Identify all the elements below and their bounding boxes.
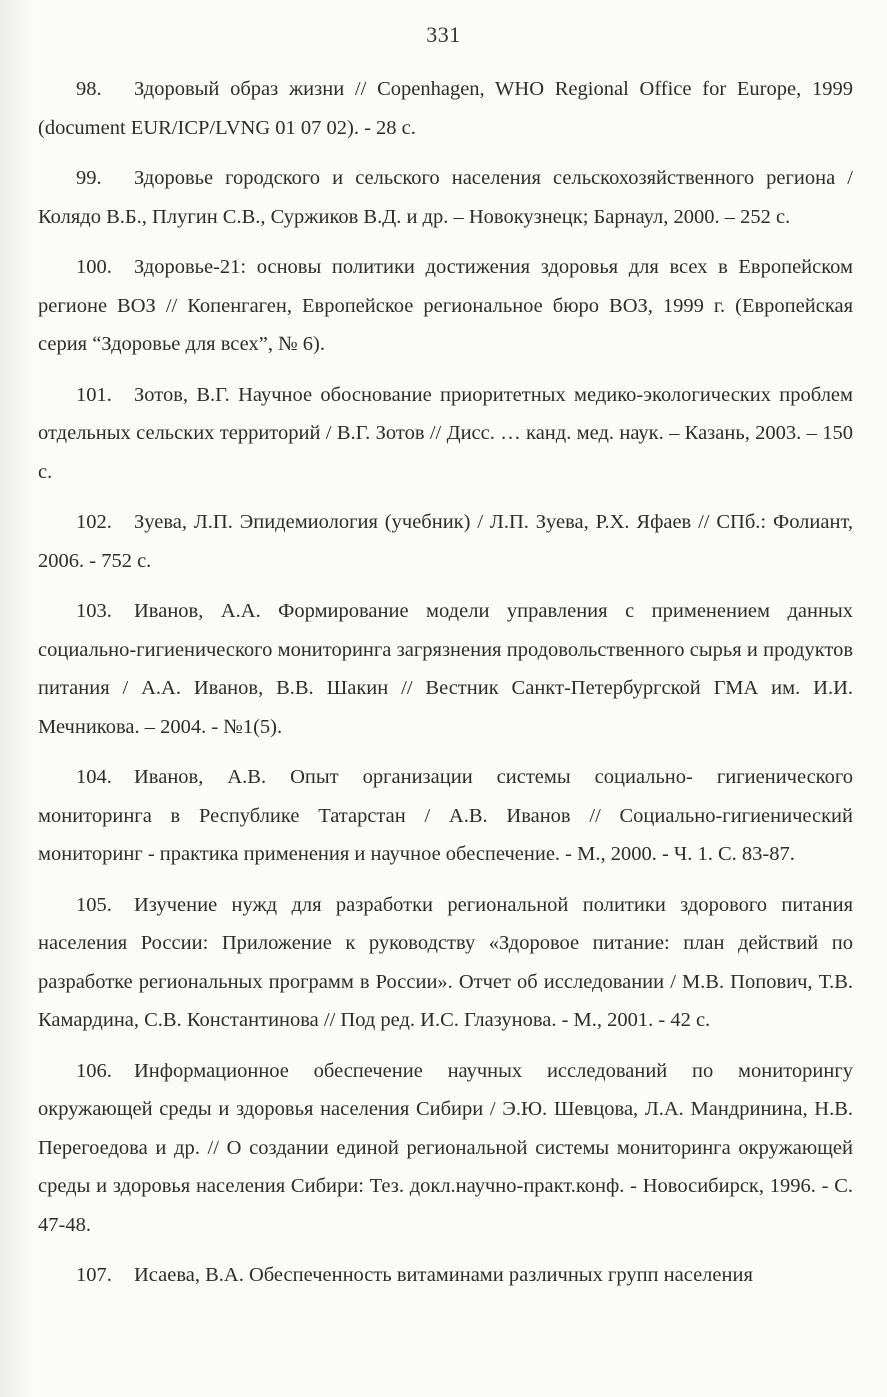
bibliography-entry bbox=[38, 159, 853, 236]
entry-text: Информационное обеспечение научных исследований по мониторингу окружающей среды и здоровья населения Сибири / Э.Ю. Шевцова, Л.А. Мандринина, Н.В. Перегоедова и др. // О создании единой региональной системы мониторинга окружающей среды и здоровья населения Сибири: Тез. докл.научно-практ.конф. - Новосибирск, 1996. - С. 47-48. bbox=[38, 1059, 853, 1236]
entry-text: Здоровье-21: основы политики достижения здоровья для всех в Европейском регионе ВОЗ // Копенгаген, Европейское региональное бюро ВОЗ, 1999 г. (Европейская серия “Здоровье для всех”, № 6). bbox=[38, 256, 853, 355]
bibliography-entry bbox=[38, 1052, 853, 1245]
entry-text: Зотов, В.Г. Научное обоснование приоритетных медико-экологических проблем отдельных сельских территорий / В.Г. Зотов // Дисс. … канд. мед. наук. – Казань, 2003. – 150 с. bbox=[38, 383, 853, 483]
bibliography-entry bbox=[38, 592, 853, 746]
bibliography-list bbox=[38, 70, 853, 1295]
scan-gutter-shadow bbox=[0, 0, 36, 1397]
entry-text: Иванов, А.В. Опыт организации системы социально- гигиенического мониторинга в Республике Татарстан / А.В. Иванов // Социально-гигиенический мониторинг - практика применения и научное обеспечение. - М., 2000. - Ч. 1. С. 83-87. bbox=[38, 766, 853, 865]
entry-text: Зуева, Л.П. Эпидемиология (учебник) / Л.П. Зуева, Р.Х. Яфаев // СПб.: Фолиант, 2006. - 752 с. bbox=[38, 511, 853, 572]
bibliography-entry bbox=[38, 1256, 853, 1295]
bibliography-entry bbox=[38, 758, 853, 874]
bibliography-entry bbox=[38, 248, 853, 364]
bibliography-entry bbox=[38, 886, 853, 1040]
entry-text: Изучение нужд для разработки региональной политики здорового питания населения России: Приложение к руководству «Здоровое питание: план действий по разработке региональных программ в России». Отчет об исследовании / М.В. Попович, Т.В. Камардина, С.В. Константинова // Под ред. И.С. Глазунова. - М., 2001. - 42 с. bbox=[38, 893, 853, 1031]
bibliography-entry bbox=[38, 503, 853, 580]
bibliography-entry bbox=[38, 70, 853, 147]
entry-number: 102. bbox=[76, 511, 112, 533]
entry-text: Исаева, В.А. Обеспеченность витаминами различных групп населения bbox=[134, 1264, 753, 1286]
entry-number: 105. bbox=[76, 893, 112, 916]
entry-number: 103. bbox=[76, 600, 112, 622]
entry-number: 98. bbox=[76, 78, 102, 100]
entry-text: Иванов, А.А. Формирование модели управления с применением данных социально-гигиенического мониторинга загрязнения продовольственного сырья и продуктов питания / А.А. Иванов, В.В. Шакин // Вестник Санкт-Петербургской ГМА им. И.И. Мечникова. – 2004. - №1(5). bbox=[38, 600, 853, 738]
entry-number: 101. bbox=[76, 383, 112, 406]
bibliography-entry bbox=[38, 376, 853, 492]
page-number: 331 bbox=[426, 22, 461, 47]
entry-number: 104. bbox=[76, 766, 112, 788]
entry-text: Здоровье городского и сельского населения сельскохозяйственного региона / Колядо В.Б., Плугин С.В., Суржиков В.Д. и др. – Новокузнецк; Барнаул, 2000. – 252 с. bbox=[38, 167, 853, 228]
entry-number: 99. bbox=[76, 167, 102, 189]
entry-number: 107. bbox=[76, 1264, 112, 1286]
entry-text: Здоровый образ жизни // Copenhagen, WHO Regional Office for Europe, 1999 (document EUR/ICP/LVNG 01 07 02). - 28 с. bbox=[38, 78, 853, 139]
entry-number: 106. bbox=[76, 1059, 112, 1082]
entry-number: 100. bbox=[76, 256, 112, 278]
